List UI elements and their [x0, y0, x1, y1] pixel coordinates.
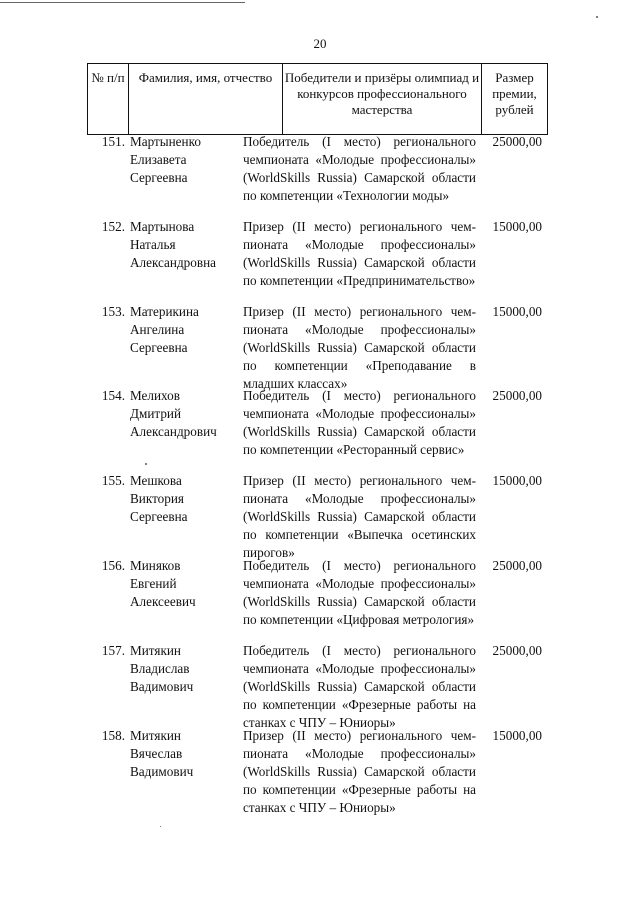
header-amount-label: Размер премии, рублей [492, 70, 537, 117]
row-amount: 15000,00 [492, 219, 542, 234]
header-num [87, 64, 128, 134]
scan-speck [145, 463, 147, 465]
row-amount: 15000,00 [492, 304, 542, 319]
row-description: Победитель (I место) регионального чемпионата «Молодые профессионалы» (WorldSkills Russia) Самарской области по компетенции «Фрезерные работы на станках с ЧПУ – Юниоры» [243, 643, 476, 730]
scan-speck [596, 16, 598, 18]
header-name [128, 64, 282, 134]
row-description: Призер (II место) регионального чемпионата «Молодые профессионалы» (WorldSkills Russia) Самарской области по компетенции «Выпечка осетинских пирогов» [243, 473, 476, 560]
row-description: Призер (II место) регионального чемпионата «Молодые профессионалы» (WorldSkills Russia) Самарской области по компетенции «Фрезерные работы на станках с ЧПУ – Юниоры» [243, 728, 476, 815]
top-scan-line [0, 2, 245, 3]
row-number: 156. [101, 558, 125, 573]
row-description: Победитель (I место) регионального чемпионата «Молодые профессионалы» (WorldSkills Russia) Самарской области по компетенции «Цифровая метрология» [243, 558, 476, 627]
header-name-label: Фамилия, имя, отчество [138, 70, 273, 85]
row-amount: 15000,00 [492, 728, 542, 743]
row-number: 155. [101, 473, 125, 488]
row-number: 158. [101, 728, 125, 743]
row-amount: 25000,00 [492, 558, 542, 573]
row-amount: 25000,00 [492, 134, 542, 149]
row-name: Материкина Ангелина Сергеевна [130, 304, 199, 355]
header-amount [481, 64, 548, 134]
row-number: 152. [101, 219, 125, 234]
row-name: Митякин Вячеслав Вадимович [130, 728, 194, 779]
header-desc [282, 64, 481, 134]
table-header [87, 63, 548, 135]
page-number: 20 [313, 36, 327, 51]
row-description: Победитель (I место) регионального чемпионата «Молодые профессионалы» (WorldSkills Russia) Самарской области по компетенции «Ресторанный сервис» [243, 388, 476, 457]
row-description: Победитель (I место) регионального чемпионата «Молодые профессионалы» (WorldSkills Russia) Самарской области по компетенции «Технологии моды» [243, 134, 476, 203]
row-name: Митякин Владислав Вадимович [130, 643, 194, 694]
row-number: 151. [101, 134, 125, 149]
row-description: Призер (II место) регионального чемпионата «Молодые профессионалы» (WorldSkills Russia) Самарской области по компетенции «Преподавание в младших классах» [243, 304, 476, 391]
row-name: Мартыненко Елизавета Сергеевна [130, 134, 201, 185]
row-description: Призер (II место) регионального чемпионата «Молодые профессионалы» (WorldSkills Russia) Самарской области по компетенции «Предпринимательство» [243, 219, 476, 288]
row-name: Мелихов Дмитрий Александрович [130, 388, 217, 439]
row-name: Мартынова Наталья Александровна [130, 219, 216, 270]
row-number: 154. [101, 388, 125, 403]
row-amount: 25000,00 [492, 388, 542, 403]
header-desc-label: Победители и призёры олимпиад и конкурсов профессионального мастерства [284, 70, 480, 117]
row-name: Миняков Евгений Алексеевич [130, 558, 196, 609]
row-number: 153. [101, 304, 125, 319]
header-num-label: № п/п [91, 70, 125, 85]
scan-speck [160, 826, 161, 827]
row-number: 157. [101, 643, 125, 658]
row-amount: 15000,00 [492, 473, 542, 488]
row-amount: 25000,00 [492, 643, 542, 658]
row-name: Мешкова Виктория Сергеевна [130, 473, 188, 524]
